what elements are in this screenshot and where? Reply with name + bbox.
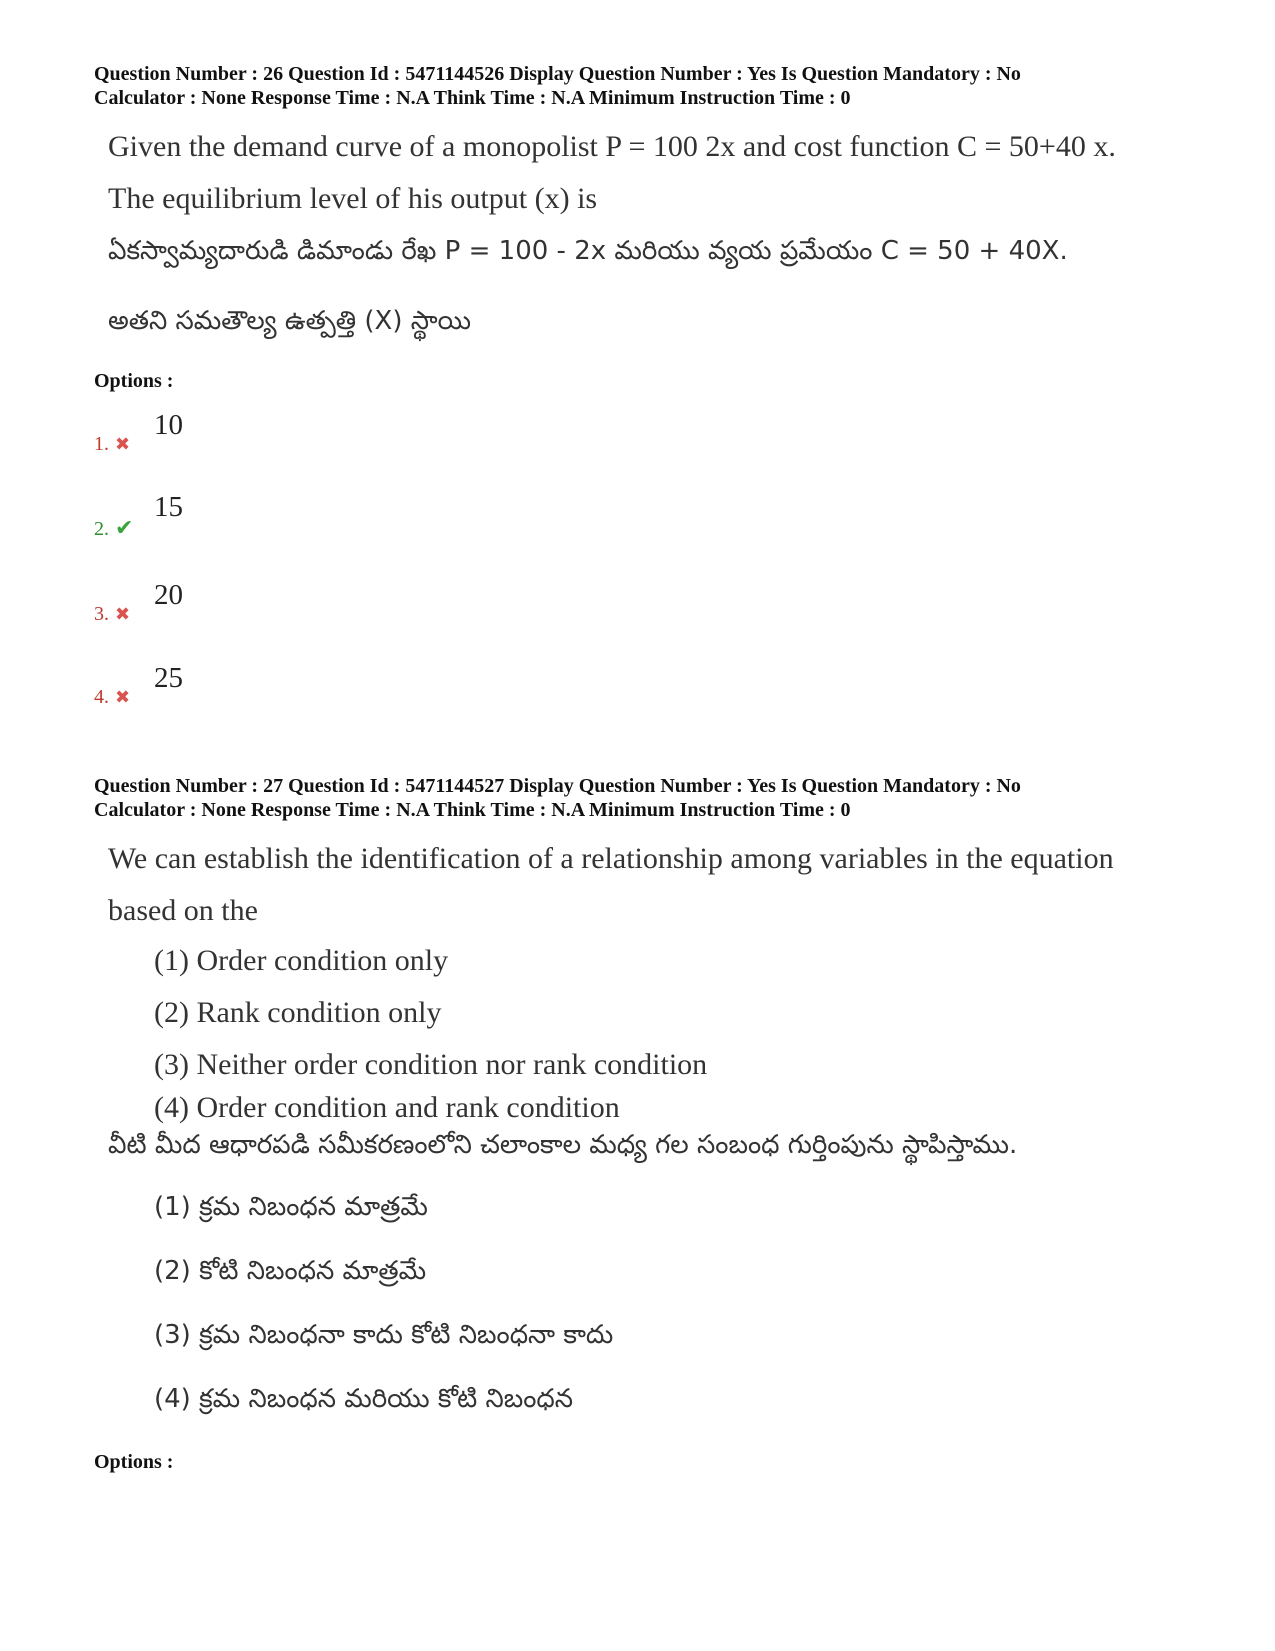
q27-telugu-sub-option-4: (4) క్రమ నిబంధన మరియు కోటి నిబంధన [154,1384,574,1414]
q26-telugu-line2: అతని సమతౌల్య ఉత్పత్తి (X) స్థాయి [108,306,472,336]
q26-option-2-number: 2. ✔ [94,515,134,540]
q26-option-4-number: 4. ✖ [94,686,131,708]
q27-meta-line2: Calculator : None Response Time : N.A Think Time : N.A Minimum Instruction Time : 0 [94,799,851,821]
q26-option-4[interactable] [94,662,494,746]
q27-telugu-sub-option-2: (2) కోటి నిబంధన మాత్రమే [154,1256,427,1286]
q26-text-line1: Given the demand curve of a monopolist P = 100 2x and cost function C = 50+40 x. [108,130,1116,163]
q27-options-label: Options : [94,1451,174,1473]
q27-telugu-line1: వీటి మీద ఆధారపడి సమీకరణంలోని చలాంకాల మధ్య గల సంబంధ గుర్తింపును స్థాపిస్తాము. [108,1130,1018,1160]
q26-meta-line2: Calculator : None Response Time : N.A Think Time : N.A Minimum Instruction Time : 0 [94,87,851,109]
q26-option-1-value: 10 [154,409,183,441]
wrong-mark-icon: ✖ [115,687,131,707]
q26-option-1-number: 1. ✖ [94,433,131,455]
q26-telugu-line1: ఏకస్వామ్యదారుడి డిమాండు రేఖ P = 100 - 2x మరియు వ్యయ ప్రమేయం C = 50 + 40X. [108,236,1068,266]
q26-option-2-value: 15 [154,491,183,523]
q27-sub-option-3: (3) Neither order condition nor rank condition [154,1048,708,1081]
wrong-mark-icon: ✖ [115,434,131,454]
q27-text-line1: We can establish the identification of a relationship among variables in the equation [108,842,1114,875]
q26-options-label: Options : [94,370,174,392]
q26-option-3-number: 3. ✖ [94,603,131,625]
q27-sub-option-4: (4) Order condition and rank condition [154,1091,620,1124]
q26-option-1[interactable] [94,409,494,493]
wrong-mark-icon: ✖ [115,604,131,624]
q26-option-3[interactable] [94,579,494,663]
q26-meta [94,62,1214,110]
q27-sub-option-1: (1) Order condition only [154,944,449,977]
q26-option-2[interactable] [94,491,494,575]
q26-option-3-value: 20 [154,579,183,611]
q26-option-4-value: 25 [154,662,183,694]
q27-sub-option-2: (2) Rank condition only [154,996,442,1029]
q27-telugu-sub-option-1: (1) క్రమ నిబంధన మాత్రమే [154,1192,428,1222]
correct-check-icon: ✔ [115,515,134,540]
q26-meta-line1: Question Number : 26 Question Id : 5471144526 Display Question Number : Yes Is Question Mandatory : No [94,63,1021,85]
q27-meta-line1: Question Number : 27 Question Id : 5471144527 Display Question Number : Yes Is Question Mandatory : No [94,775,1021,797]
q26-text-line2: The equilibrium level of his output (x) is [108,182,598,215]
q27-text-line2: based on the [108,894,258,927]
q27-telugu-sub-option-3: (3) క్రమ నిబంధనా కాదు కోటి నిబంధనా కాదు [154,1320,614,1350]
q27-meta [94,774,1214,822]
